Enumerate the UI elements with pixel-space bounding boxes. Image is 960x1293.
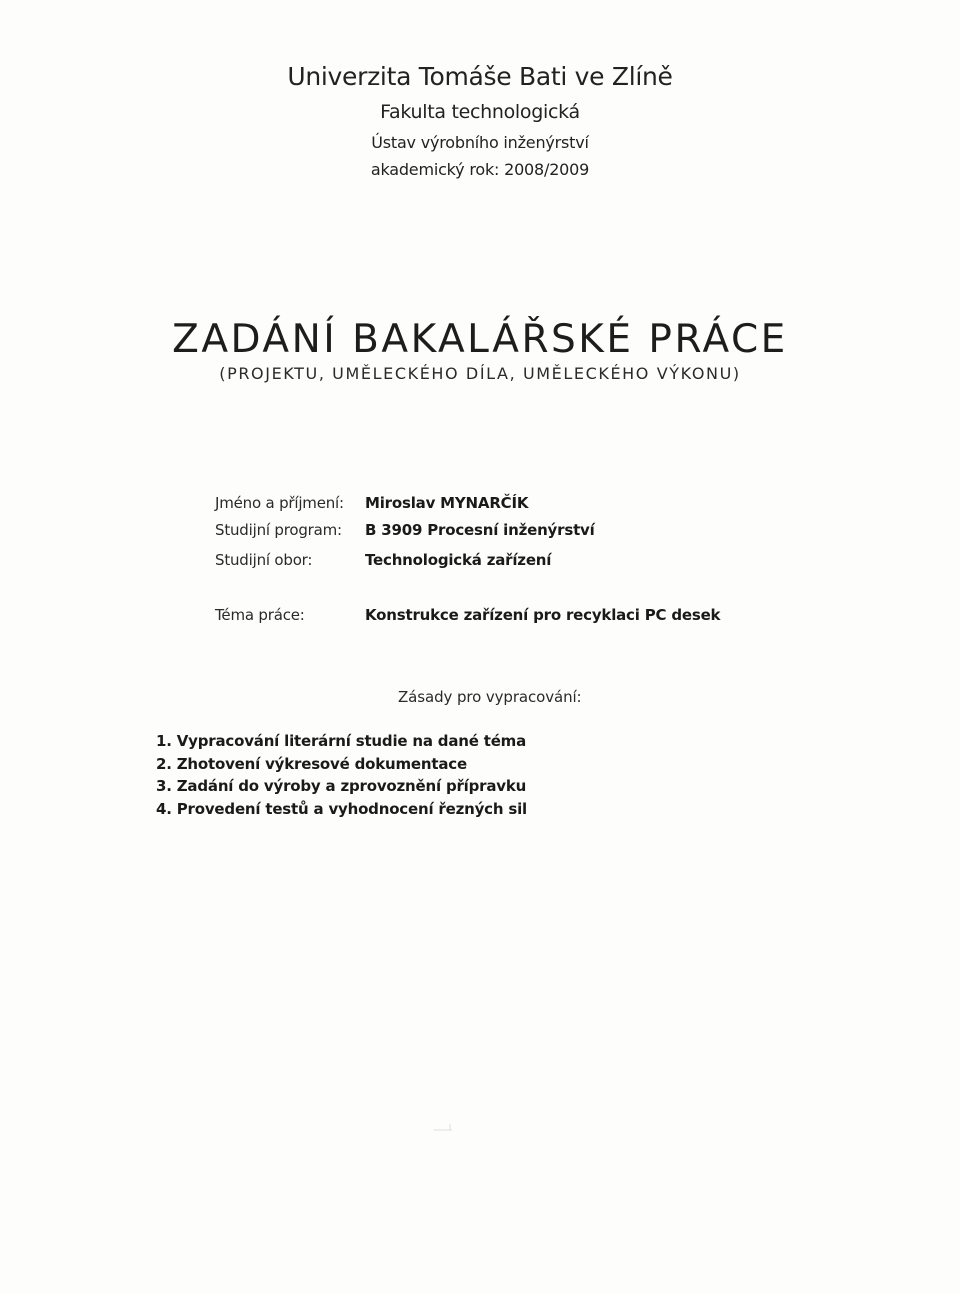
field-row-topic [215, 606, 915, 630]
list-item: 2. Zhotovení výkresové dokumentace [156, 754, 467, 773]
field-row-program [215, 521, 915, 545]
institute-name: Ústav výrobního inženýrství [371, 133, 589, 152]
field-value: B 3909 Procesní inženýrství [365, 521, 595, 539]
field-value: Konstrukce zařízení pro recyklaci PC desek [365, 606, 721, 624]
field-label: Studijní program: [215, 521, 342, 539]
document-title: ZADÁNÍ BAKALÁŘSKÉ PRÁCE [172, 317, 788, 362]
list-item: 3. Zadání do výroby a zprovoznění přípravku [156, 777, 527, 795]
field-label: Jméno a příjmení: [215, 494, 344, 512]
list-item: 1. Vypracování literární studie na dané téma [156, 732, 527, 750]
field-value: Technologická zařízení [365, 551, 552, 569]
document-subtitle: (PROJEKTU, UMĚLECKÉHO DÍLA, UMĚLECKÉHO VÝKONU) [219, 364, 741, 383]
guidelines-heading: Zásady pro vypracování: [398, 688, 582, 706]
guidelines-list [156, 730, 527, 820]
university-name: Univerzita Tomáše Bati ve Zlíně [287, 62, 673, 91]
field-row-name [215, 494, 915, 518]
field-value: Miroslav MYNARČÍK [365, 494, 529, 512]
list-item: 4. Provedení testů a vyhodnocení řezných sil [156, 799, 527, 818]
faculty-name: Fakulta technologická [380, 101, 580, 123]
academic-year: akademický rok: 2008/2009 [370, 160, 590, 179]
field-label: Studijní obor: [215, 551, 313, 569]
field-label: Téma práce: [215, 606, 305, 624]
field-row-field-of-study [215, 551, 915, 575]
scan-smudge [432, 1122, 454, 1132]
